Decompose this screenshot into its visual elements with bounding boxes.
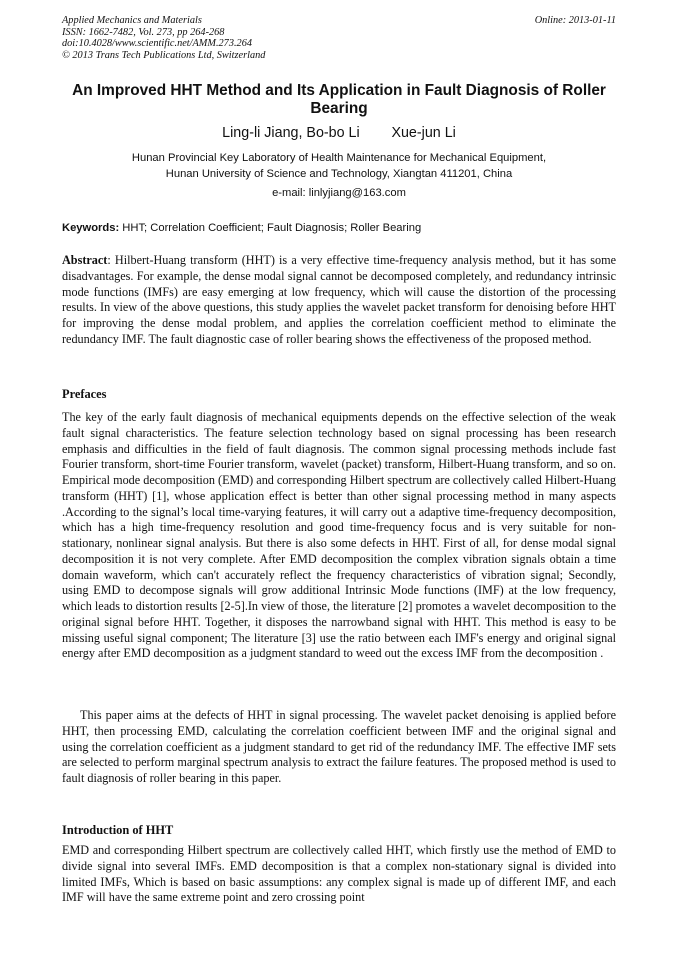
keywords-line	[62, 220, 616, 236]
abstract-paragraph	[62, 253, 616, 348]
affiliation-line-1: Hunan Provincial Key Laboratory of Health Maintenance for Mechanical Equipment,	[131, 152, 547, 164]
online-date: Online: 2013-01-11	[534, 15, 616, 26]
keywords-text: HHT; Correlation Coefficient; Fault Diagnosis; Roller Bearing	[119, 222, 422, 234]
keywords-label: Keywords:	[62, 222, 120, 234]
abstract-label: Abstract	[62, 253, 108, 267]
affiliation-line-2: Hunan University of Science and Technology, Xiangtan 411201, China	[165, 168, 513, 180]
introduction-paragraph-1: EMD and corresponding Hilbert spectrum are collectively called HHT, which firstly use the method of EMD to divide signal into several IMFs. EMD decomposition is that a complex non-stationary signal is divided into limited IMFs, Which is based on basic assumptions: any complex signal is made up of different IMF, and each IMF will have the same extreme point and zero crossing point	[62, 843, 616, 905]
author-email: e-mail: linlyjiang@163.com	[272, 187, 406, 199]
prefaces-paragraph-2: This paper aims at the defects of HHT in signal processing. The wavelet packet denoising is applied before HHT, then processing EMD, calculating the correlation coefficient between IMF and the original signal and using the correlation coefficient as a judgment standard to get rid of the redundancy IMF. The effective IMF sets are selected to perform marginal spectrum analysis to extract the failure features. The proposed method is used to fault diagnosis of roller bearing in this paper.	[62, 708, 616, 785]
author-list: Ling-li Jiang, Bo-bo Li Xue-jun Li	[222, 125, 456, 141]
introduction-heading: Introduction of HHT	[62, 823, 174, 837]
journal-name: Applied Mechanics and Materials	[62, 15, 202, 26]
issn-line: ISSN: 1662-7482, Vol. 273, pp 264-268	[62, 26, 225, 38]
affiliation	[62, 150, 616, 182]
doi-line: doi:10.4028/www.scientific.net/AMM.273.264	[62, 38, 252, 50]
journal-header	[62, 15, 616, 61]
prefaces-paragraph-1: The key of the early fault diagnosis of mechanical equipments depends on the effective selection of the weak fault signal characteristics. The feature selection technology based on signal processing has been research emphasis and difficulties in the field of fault diagnosis. The common signal processing methods include fast Fourier transform, short-time Fourier transform, wavelet (packet) transform, Hilbert-Huang transform, and so on. Empirical mode decomposition (EMD) and corresponding Hilbert spectrum are collectively called Hilbert-Huang transform (HHT) [1], whose application effect is better than other signal processing method in many aspects .According to the signal’s local time-varying features, it will carry out a adaptive time-frequency decomposition, which has a high time-frequency resolution and good time-frequency focus and is very suitable for non-stationary, nonlinear signal analysis. But there is also some defects in HHT. First of all, for dense modal signal decomposition it is not very complete. After EMD decomposition the complex vibration signals obtain a time domain waveform, which can't accurately reflect the frequency characteristics of vibration signal; Secondly, using EMD to decompose signals will grow additional Intrinsic Mode functions (IMF) at the low frequency, which leads to distortion results [2-5].In view of those, the literature [2] promotes a wavelet decomposition to the original signal before HHT. Together, it disposes the narrowband signal with HHT. This method is easy to be missing useful signal component; The literature [3] use the ratio between each IMF's energy and original signal energy after EMD decomposition as a judgment standard to weed out the excess IMF from the decomposition .	[62, 410, 617, 661]
prefaces-heading: Prefaces	[62, 387, 107, 401]
copyright-line: © 2013 Trans Tech Publications Ltd, Switzerland	[62, 49, 266, 61]
paper-title: An Improved HHT Method and Its Application in Fault Diagnosis of Roller Bearing	[72, 82, 606, 117]
abstract-text: : Hilbert-Huang transform (HHT) is a very effective time-frequency analysis method, but it has some disadvantages. For example, the dense modal signal cannot be decomposed completely, and redundancy intrinsic mode functions (IMFs) are easy emerging at low frequency, which will cause the distortion of the processing results. In view of the above questions, this study applies the wavelet packet transform for denoising before HHT for improving the dense modal problem, and applies the correlation coefficient method to eliminate the redundancy IMF. The fault diagnostic case of roller bearing shows the effectiveness of the proposed method.	[62, 253, 616, 346]
